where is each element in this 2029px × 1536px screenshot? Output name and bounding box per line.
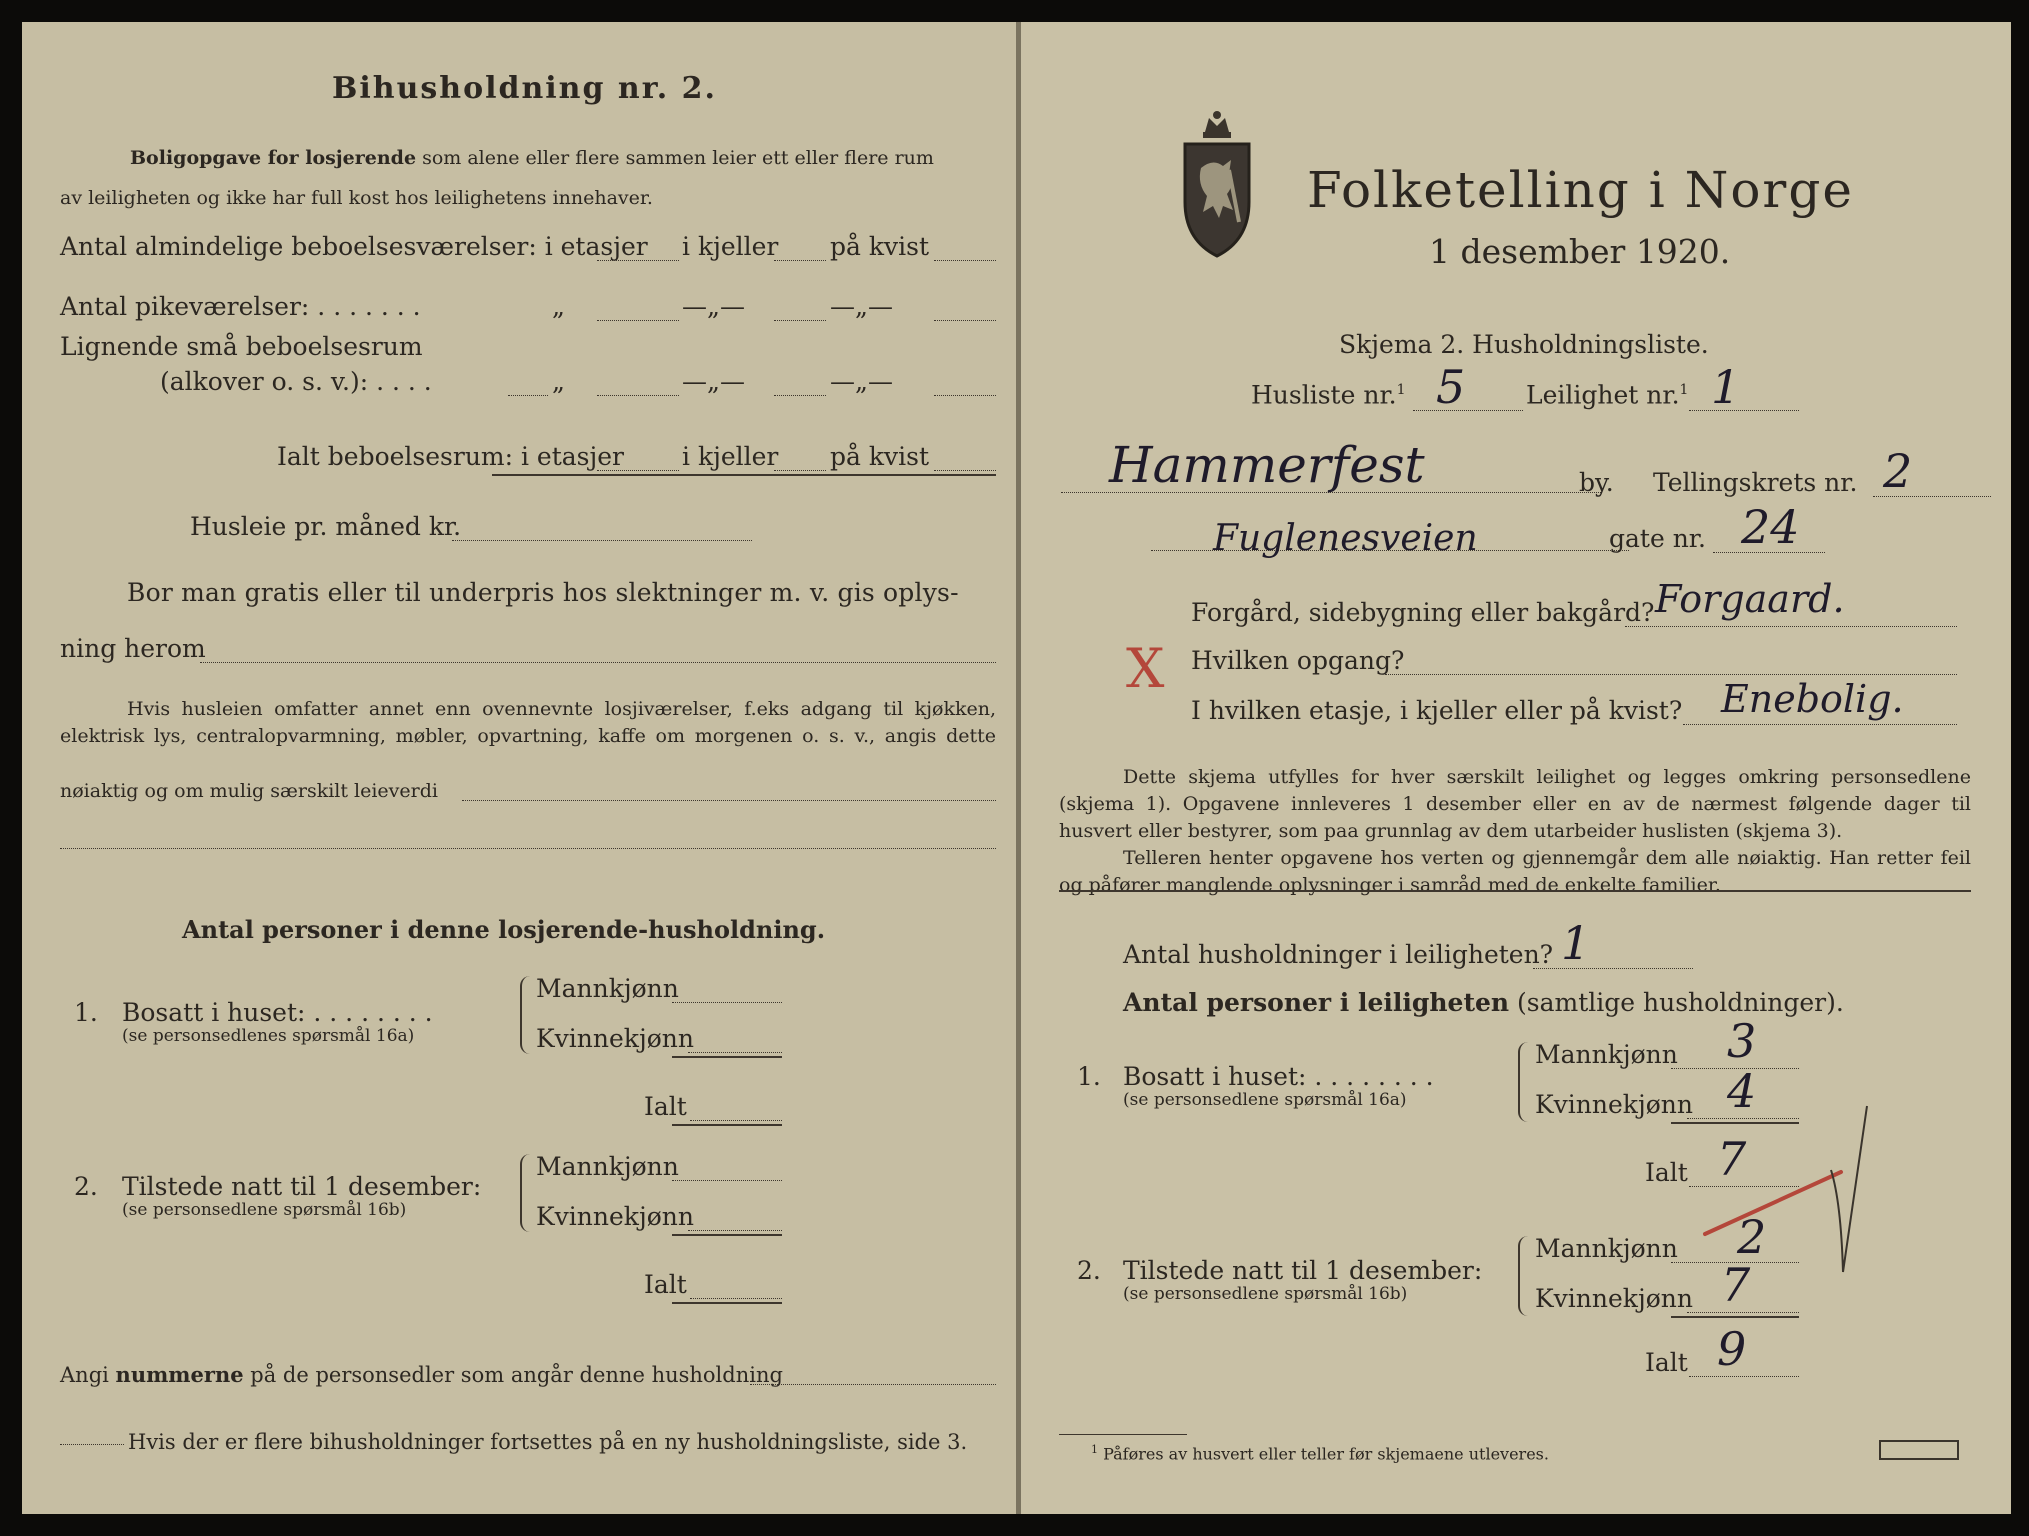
rooms-kvist-label: på kvist [830,232,929,261]
left-q2-ialt-rule [672,1302,782,1304]
right-q2-mann-label: Mannkjønn [1535,1234,1678,1263]
left-q1-ialt-field[interactable] [690,1120,782,1121]
form-title: Folketelling i Norge [1307,161,1854,219]
alkover-label: (alkover o. s. v.): . . . . [160,367,432,396]
ialt-kvist-field[interactable] [934,470,996,471]
left-q2-ialt-label: Ialt [644,1270,687,1299]
right-q2-kvinne-label: Kvinnekjønn [1535,1284,1693,1313]
left-q1-ialt-label: Ialt [644,1092,687,1121]
ialt-kvist-label: på kvist [830,442,929,471]
right-q1-ialt-label: Ialt [1645,1158,1688,1187]
left-q2-sub: (se personsedlene spørsmål 16b) [122,1200,407,1220]
husleie-label: Husleie pr. måned kr. [190,512,462,541]
left-q2-number: 2. [74,1172,98,1201]
pike-kjeller-field[interactable] [774,320,826,321]
footnote [1091,1440,1549,1464]
intro-line-2: av leiligheten og ikke har full kost hos leilighetens innehaver. [60,187,653,209]
tellingskrets-label: Tellingskrets nr. [1653,468,1858,497]
gratis-line-1: Bor man gratis eller til underpris hos slektninger m. v. gis oplys- [127,578,959,607]
red-x-mark: X [1126,637,1165,700]
antal-hush-label: Antal husholdninger i leiligheten? [1123,940,1554,969]
left-q1-label: Bosatt i huset: . . . . . . . . [122,998,433,1027]
alkover-lead-field[interactable] [508,395,548,396]
opgang-label: Hvilken opgang? [1191,646,1405,675]
rooms-kjeller-label: i kjeller [682,232,779,261]
ialt-beboelsesrum-label: Ialt beboelsesrum: i etasjer [277,442,625,471]
left-q1-kvinne-field[interactable] [688,1052,782,1053]
alkover-ditto-2: —„— [682,367,745,396]
rooms-etasjer-field[interactable] [597,260,679,261]
flere-line: Hvis der er flere bihusholdninger fortsettes på en ny husholdningsliste, side 3. [128,1430,968,1454]
pencil-marks [1691,1102,1871,1282]
right-q2-ialt-label: Ialt [1645,1348,1688,1377]
instruction-paragraph-1: Dette skjema utfylles for hver særskilt leilighet og legges omkring personsedlene (skjema 1). Opgavene innleveres 1 desember eller en av de nærmest følgende dager til husvert eller bestyrer, som paa grunnlag av dem utarbeider huslisten (skjema 3). [1059,766,1971,842]
intro-bold: Boligopgave for losjerende [130,147,417,169]
pike-ditto-2: —„— [682,292,745,321]
right-q1-label: Bosatt i huset: . . . . . . . . [1123,1062,1434,1091]
right-q1-kvinne-label: Kvinnekjønn [1535,1090,1693,1119]
alkover-kjeller-field[interactable] [774,395,826,396]
flere-lead-rule [60,1444,124,1445]
leilighet-footnote-mark: 1 [1679,382,1689,398]
husliste-text: Husliste nr. [1251,380,1397,410]
leieverdi-field-2[interactable] [60,848,996,849]
right-q2-ialt-value[interactable]: 9 [1717,1322,1747,1376]
leilighet-field[interactable] [1689,410,1799,411]
left-q1-kvinne-label: Kvinnekjønn [536,1024,694,1053]
right-q1-ialt-value[interactable]: 7 [1717,1132,1747,1186]
left-q1-number: 1. [74,998,98,1027]
right-page [1021,22,2011,1514]
forgaard-value[interactable]: Forgaard. [1655,577,1845,621]
left-page [22,22,1016,1514]
antal-hush-value[interactable]: 1 [1561,916,1591,970]
leieverdi-field[interactable] [462,800,996,801]
ialt-kjeller-label: i kjeller [682,442,779,471]
instruction-divider [1059,890,1971,892]
hvis-last-line: nøiaktig og om mulig særskilt leieverdi [60,780,438,802]
right-q1-mann-value[interactable]: 3 [1727,1014,1757,1068]
footnote-rule [1059,1434,1187,1435]
angi-pre: Angi [60,1363,109,1387]
gratis-field[interactable] [200,662,996,663]
skjema-label: Skjema 2. Husholdningsliste. [1339,330,1709,359]
ialt-rule [492,474,996,476]
right-q1-mann-label: Mannkjønn [1535,1040,1678,1069]
right-q1-kvinne-value[interactable]: 4 [1727,1064,1757,1118]
alkover-etasjer-field[interactable] [597,395,679,396]
etasje-value[interactable]: Enebolig. [1721,677,1904,721]
left-q1-mann-label: Mannkjønn [536,974,679,1003]
tellingskrets-value[interactable]: 2 [1883,444,1913,498]
etasje-field[interactable] [1683,724,1957,725]
rooms-kjeller-field[interactable] [774,260,826,261]
city-value[interactable]: Hammerfest [1109,436,1425,494]
right-q2-ialt-field[interactable] [1689,1376,1799,1377]
right-q1-number: 1. [1077,1062,1101,1091]
left-q2-mann-label: Mannkjønn [536,1152,679,1181]
coat-of-arms-icon [1179,110,1255,260]
alkover-ditto-1: „ [552,367,565,396]
leilighet-label [1526,380,1688,410]
alkover-kvist-field[interactable] [934,395,996,396]
left-q1-rule [672,1056,782,1058]
by-label: by. [1579,468,1614,497]
angi-bold: nummerne [115,1362,244,1387]
ialt-etasjer-field[interactable] [597,470,679,471]
etasje-label: I hvilken etasje, i kjeller eller på kvist? [1191,696,1683,725]
right-q2-number: 2. [1077,1256,1101,1285]
rooms-kvist-field[interactable] [934,260,996,261]
instruction-paragraph-2: Telleren henter opgavene hos verten og gjennemgår dem alle nøiaktig. Han retter feil og påfører manglende oplysninger i samråd med de enkelte familier. [1059,847,1971,896]
hvis-paragraph: Hvis husleien omfatter annet enn ovennevnte losjiværelser, f.eks adgang til kjøkken, elektrisk lys, centralopvarmning, møbler, opvartning, kaffe om morgenen o. s. v., angis dette [60,698,996,747]
printer-stamp [1879,1440,1959,1460]
right-q2-kvinne-value[interactable]: 7 [1721,1258,1751,1312]
leilighet-value[interactable]: 1 [1711,360,1741,414]
footnote-mark: 1 [1091,1443,1098,1456]
pike-label: Antal pikeværelser: . . . . . . . [60,292,421,321]
left-q1-ialt-rule [672,1124,782,1126]
pike-ditto-3: —„— [830,292,893,321]
right-q2-kvinne-field[interactable] [1687,1312,1799,1313]
pike-etasjer-field[interactable] [597,320,679,321]
ialt-kjeller-field[interactable] [774,470,826,471]
husliste-footnote-mark: 1 [1396,382,1406,398]
right-q2-label: Tilstede natt til 1 desember: [1123,1256,1483,1285]
bihusholdning-heading: Bihusholdning nr. 2. [332,71,717,106]
angi-line [60,1363,783,1387]
angi-post: på de personsedler som angår denne husholdning [250,1363,783,1387]
forgaard-field[interactable] [1625,626,1957,627]
leilighet-text: Leilighet nr. [1526,380,1680,410]
footnote-text: Påføres av husvert eller teller før skjemaene utleveres. [1103,1444,1549,1464]
right-q2-sub: (se personsedlene spørsmål 16b) [1123,1284,1408,1304]
pike-ditto-1: „ [552,292,565,321]
left-q2-ialt-field[interactable] [690,1298,782,1299]
husliste-value[interactable]: 5 [1436,360,1466,414]
gratis-line-2: ning herom [60,634,206,663]
angi-field[interactable] [750,1384,996,1385]
husleie-field[interactable] [452,540,752,541]
pike-kvist-field[interactable] [934,320,996,321]
right-q1-sub: (se personsedlene spørsmål 16a) [1123,1090,1407,1110]
intro-line-1 [130,146,934,170]
antal-pers-bold: Antal personer i leiligheten [1123,988,1510,1017]
alkover-ditto-3: —„— [830,367,893,396]
rooms-label: Antal almindelige beboelsesværelser: i etasjer [60,232,648,261]
intro-rest: som alene eller flere sammen leier ett eller flere rum [422,147,934,169]
husliste-label [1251,380,1406,410]
husliste-field[interactable] [1413,410,1523,411]
forgaard-label: Forgård, sidebygning eller bakgård? [1191,598,1655,627]
left-q2-kvinne-label: Kvinnekjønn [536,1202,694,1231]
left-q1-brace [520,976,532,1054]
left-q2-label: Tilstede natt til 1 desember: [122,1172,482,1201]
right-q2-mann-value[interactable]: 2 [1737,1210,1767,1264]
left-q2-mann-field[interactable] [672,1180,782,1181]
right-q2-brace [1518,1236,1530,1316]
gate-label: gate nr. [1609,524,1706,553]
left-q1-mann-field[interactable] [672,1002,782,1003]
persons-heading: Antal personer i denne losjerende-husholdning. [182,915,826,944]
right-q1-brace [1518,1042,1530,1122]
left-q2-rule [672,1234,782,1236]
antal-hush-field[interactable] [1533,968,1693,969]
left-q2-brace [520,1154,532,1232]
form-date: 1 desember 1920. [1429,232,1731,271]
gate-value[interactable]: 24 [1741,500,1800,554]
right-q2-rule [1671,1316,1799,1318]
left-q1-sub: (se personsedlenes spørsmål 16a) [122,1026,415,1046]
street-value[interactable]: Fuglenesveien [1213,518,1478,559]
antal-pers-rest: (samtlige husholdninger). [1517,988,1844,1017]
lignende-label: Lignende små beboelsesrum [60,332,423,361]
left-q2-kvinne-field[interactable] [688,1230,782,1231]
